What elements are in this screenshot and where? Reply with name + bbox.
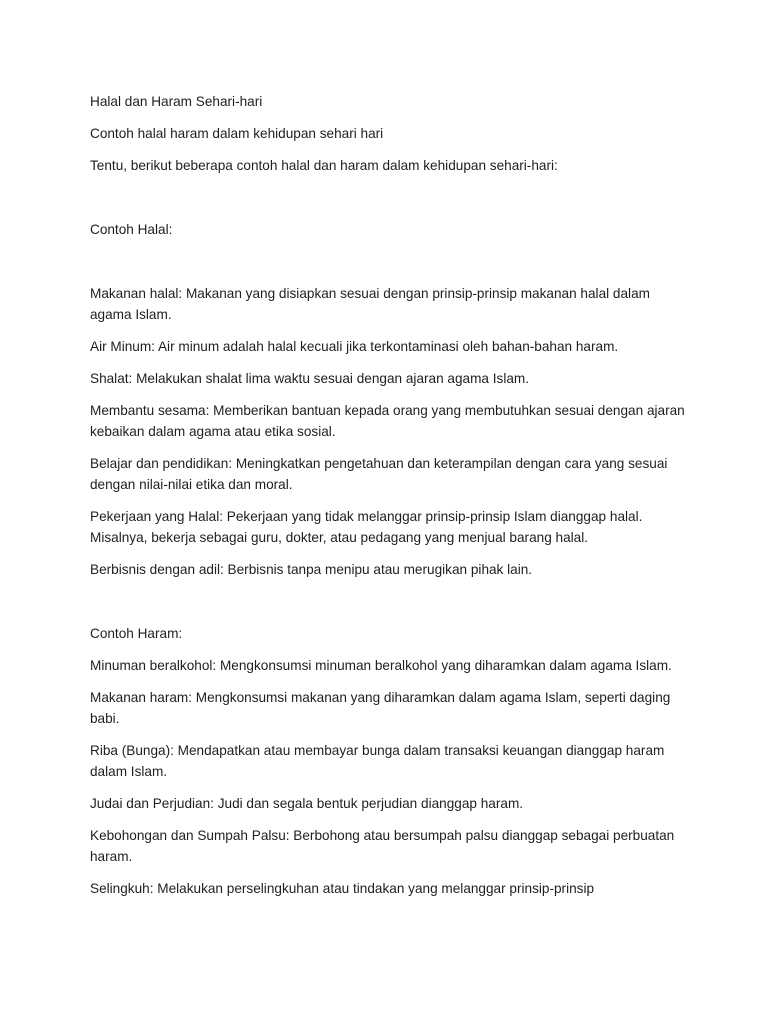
document-intro: Tentu, berikut beberapa contoh halal dan haram dalam kehidupan sehari-hari:: [90, 158, 558, 173]
halal-item: Air Minum: Air minum adalah halal kecuali jika terkontaminasi oleh bahan-bahan haram.: [90, 339, 619, 354]
document-title: Halal dan Haram Sehari-hari: [90, 94, 263, 109]
haram-item: Judai dan Perjudian: Judi dan segala bentuk perjudian dianggap haram.: [90, 796, 524, 811]
section-spacer: [90, 187, 690, 219]
section-spacer: [90, 251, 690, 283]
haram-item: Kebohongan dan Sumpah Palsu: Berbohong atau bersumpah palsu dianggap sebagai perbuatan haram.: [90, 828, 675, 864]
halal-item: Belajar dan pendidikan: Meningkatkan pengetahuan dan keterampilan dengan cara yang sesuai dengan nilai-nilai etika dan moral.: [90, 456, 668, 492]
halal-heading: Contoh Halal:: [90, 222, 173, 237]
document-body: [90, 91, 690, 910]
halal-item: Makanan halal: Makanan yang disiapkan sesuai dengan prinsip-prinsip makanan halal dalam agama Islam.: [90, 286, 650, 322]
haram-item: Selingkuh: Melakukan perselingkuhan atau tindakan yang melanggar prinsip-prinsip: [90, 881, 595, 896]
haram-item: Makanan haram: Mengkonsumsi makanan yang diharamkan dalam agama Islam, seperti daging babi.: [90, 690, 671, 726]
haram-item: Minuman beralkohol: Mengkonsumsi minuman beralkohol yang diharamkan dalam agama Islam.: [90, 658, 672, 673]
halal-item: Berbisnis dengan adil: Berbisnis tanpa menipu atau merugikan pihak lain.: [90, 562, 533, 577]
halal-item: Shalat: Melakukan shalat lima waktu sesuai dengan ajaran agama Islam.: [90, 371, 530, 386]
haram-item: Riba (Bunga): Mendapatkan atau membayar bunga dalam transaksi keuangan dianggap haram dalam Islam.: [90, 743, 665, 779]
section-spacer: [90, 591, 690, 623]
halal-item: Pekerjaan yang Halal: Pekerjaan yang tidak melanggar prinsip-prinsip Islam dianggap halal. Misalnya, bekerja sebagai guru, dokter, atau pedagang yang menjual barang halal.: [90, 509, 643, 545]
haram-heading: Contoh Haram:: [90, 626, 183, 641]
halal-item: Membantu sesama: Memberikan bantuan kepada orang yang membutuhkan sesuai dengan ajaran kebaikan dalam agama atau etika sosial.: [90, 403, 685, 439]
document-subtitle: Contoh halal haram dalam kehidupan sehari hari: [90, 126, 384, 141]
